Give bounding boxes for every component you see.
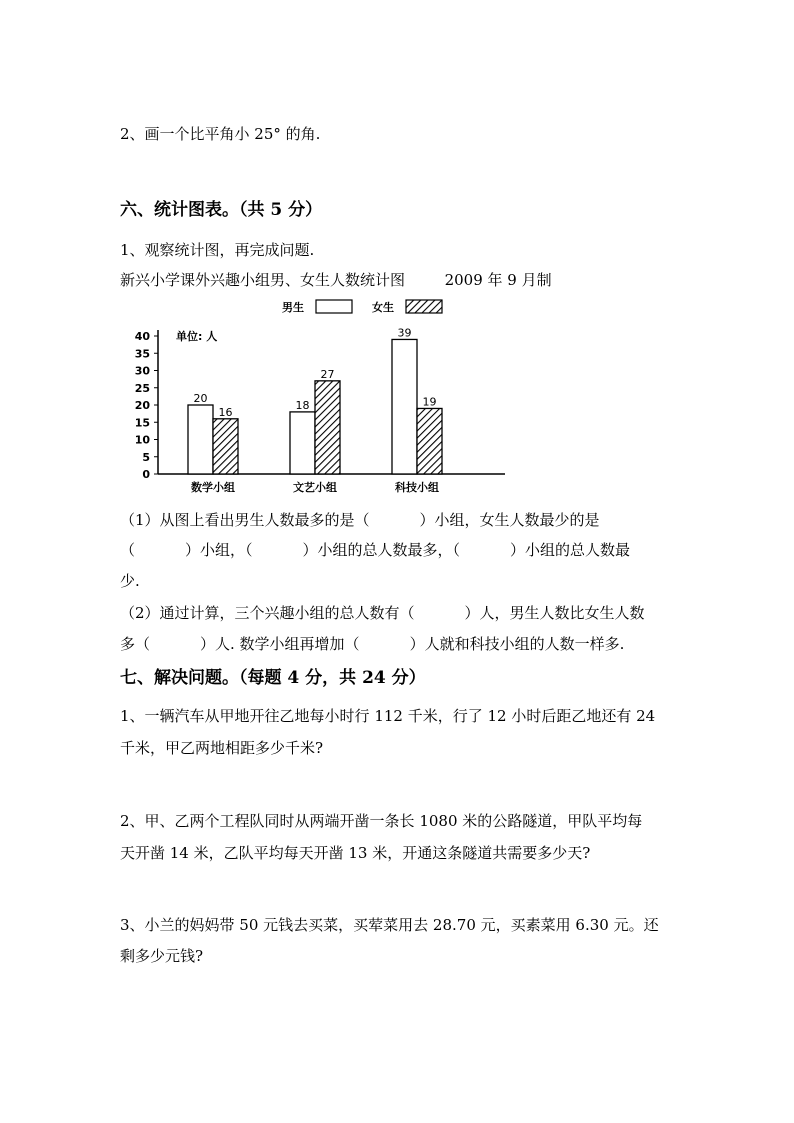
data-label: 27 — [320, 367, 335, 381]
x-category-label: 科技小组 — [395, 481, 439, 494]
female-bar — [213, 419, 238, 474]
y-tick-label: 35 — [134, 347, 150, 361]
y-tick-label: 10 — [134, 433, 150, 447]
data-label: 19 — [422, 395, 437, 409]
problem-2-line-2: 天开凿 14 米，乙队平均每天开凿 13 米，开通这条隧道共需要多少天? — [120, 844, 591, 862]
section-6-question-1: 1、观察统计图，再完成问题. — [120, 241, 315, 259]
q1-line-2: （ ）小组，（ ）小组的总人数最多，（ ）小组的总人数最 — [120, 541, 631, 559]
unit-label: 单位: 人 — [176, 330, 218, 343]
x-category-label: 数学小组 — [191, 481, 235, 494]
legend-swatch-male — [316, 300, 352, 313]
y-tick-label: 30 — [134, 364, 150, 378]
y-tick-label: 5 — [142, 450, 150, 464]
q2-line-1: （2）通过计算，三个兴趣小组的总人数有（ ）人，男生人数比女生人数 — [120, 604, 645, 622]
male-bar — [392, 339, 417, 474]
y-tick-label: 0 — [142, 468, 150, 481]
y-tick-label: 25 — [134, 381, 150, 395]
female-bar — [417, 408, 442, 474]
problem-3-line-2: 剩多少元钱? — [120, 947, 204, 965]
chart-caption-title: 新兴小学课外兴趣小组男、女生人数统计图 — [120, 271, 406, 289]
q2-line-2: 多（ ）人. 数学小组再增加（ ）人就和科技小组的人数一样多. — [120, 635, 625, 653]
problem-3-line-1: 3、小兰的妈妈带 50 元钱去买菜，买荤菜用去 28.70 元，买素菜用 6.30 元。还 — [120, 916, 659, 934]
bar-chart — [120, 296, 515, 496]
chart-caption — [120, 270, 552, 290]
chart-caption-date: 2009 年 9 月制 — [444, 271, 552, 289]
x-category-label: 文艺小组 — [293, 481, 337, 494]
male-bar — [188, 405, 213, 474]
male-bar — [290, 412, 315, 474]
data-label: 18 — [295, 398, 310, 412]
problem-1-line-1: 1、一辆汽车从甲地开往乙地每小时行 112 千米，行了 12 小时后距乙地还有 24 — [120, 707, 656, 725]
female-bar — [315, 381, 340, 474]
section-7-heading: 七、解决问题。（每题 4 分，共 24 分） — [120, 668, 426, 688]
q1-line-3: 少. — [120, 572, 140, 590]
y-tick-label: 20 — [134, 399, 150, 412]
q1-line-1: （1）从图上看出男生人数最多的是（ ）小组，女生人数最少的是 — [120, 511, 600, 529]
section-6-heading: 六、统计图表。（共 5 分） — [120, 200, 323, 220]
legend-swatch-female — [406, 300, 442, 313]
y-tick-label: 40 — [134, 330, 150, 343]
y-tick-label: 15 — [134, 416, 150, 430]
problem-1-line-2: 千米，甲乙两地相距多少千米? — [120, 739, 324, 757]
legend-label-male: 男生 — [282, 301, 304, 314]
data-label: 20 — [193, 392, 208, 405]
legend-label-female: 女生 — [372, 301, 394, 314]
data-label: 16 — [218, 405, 233, 419]
problem-2-line-1: 2、甲、乙两个工程队同时从两端开凿一条长 1080 米的公路隧道，甲队平均每 — [120, 812, 643, 830]
q5-item-2: 2、画一个比平角小 25° 的角. — [120, 125, 321, 143]
data-label: 39 — [397, 326, 412, 340]
